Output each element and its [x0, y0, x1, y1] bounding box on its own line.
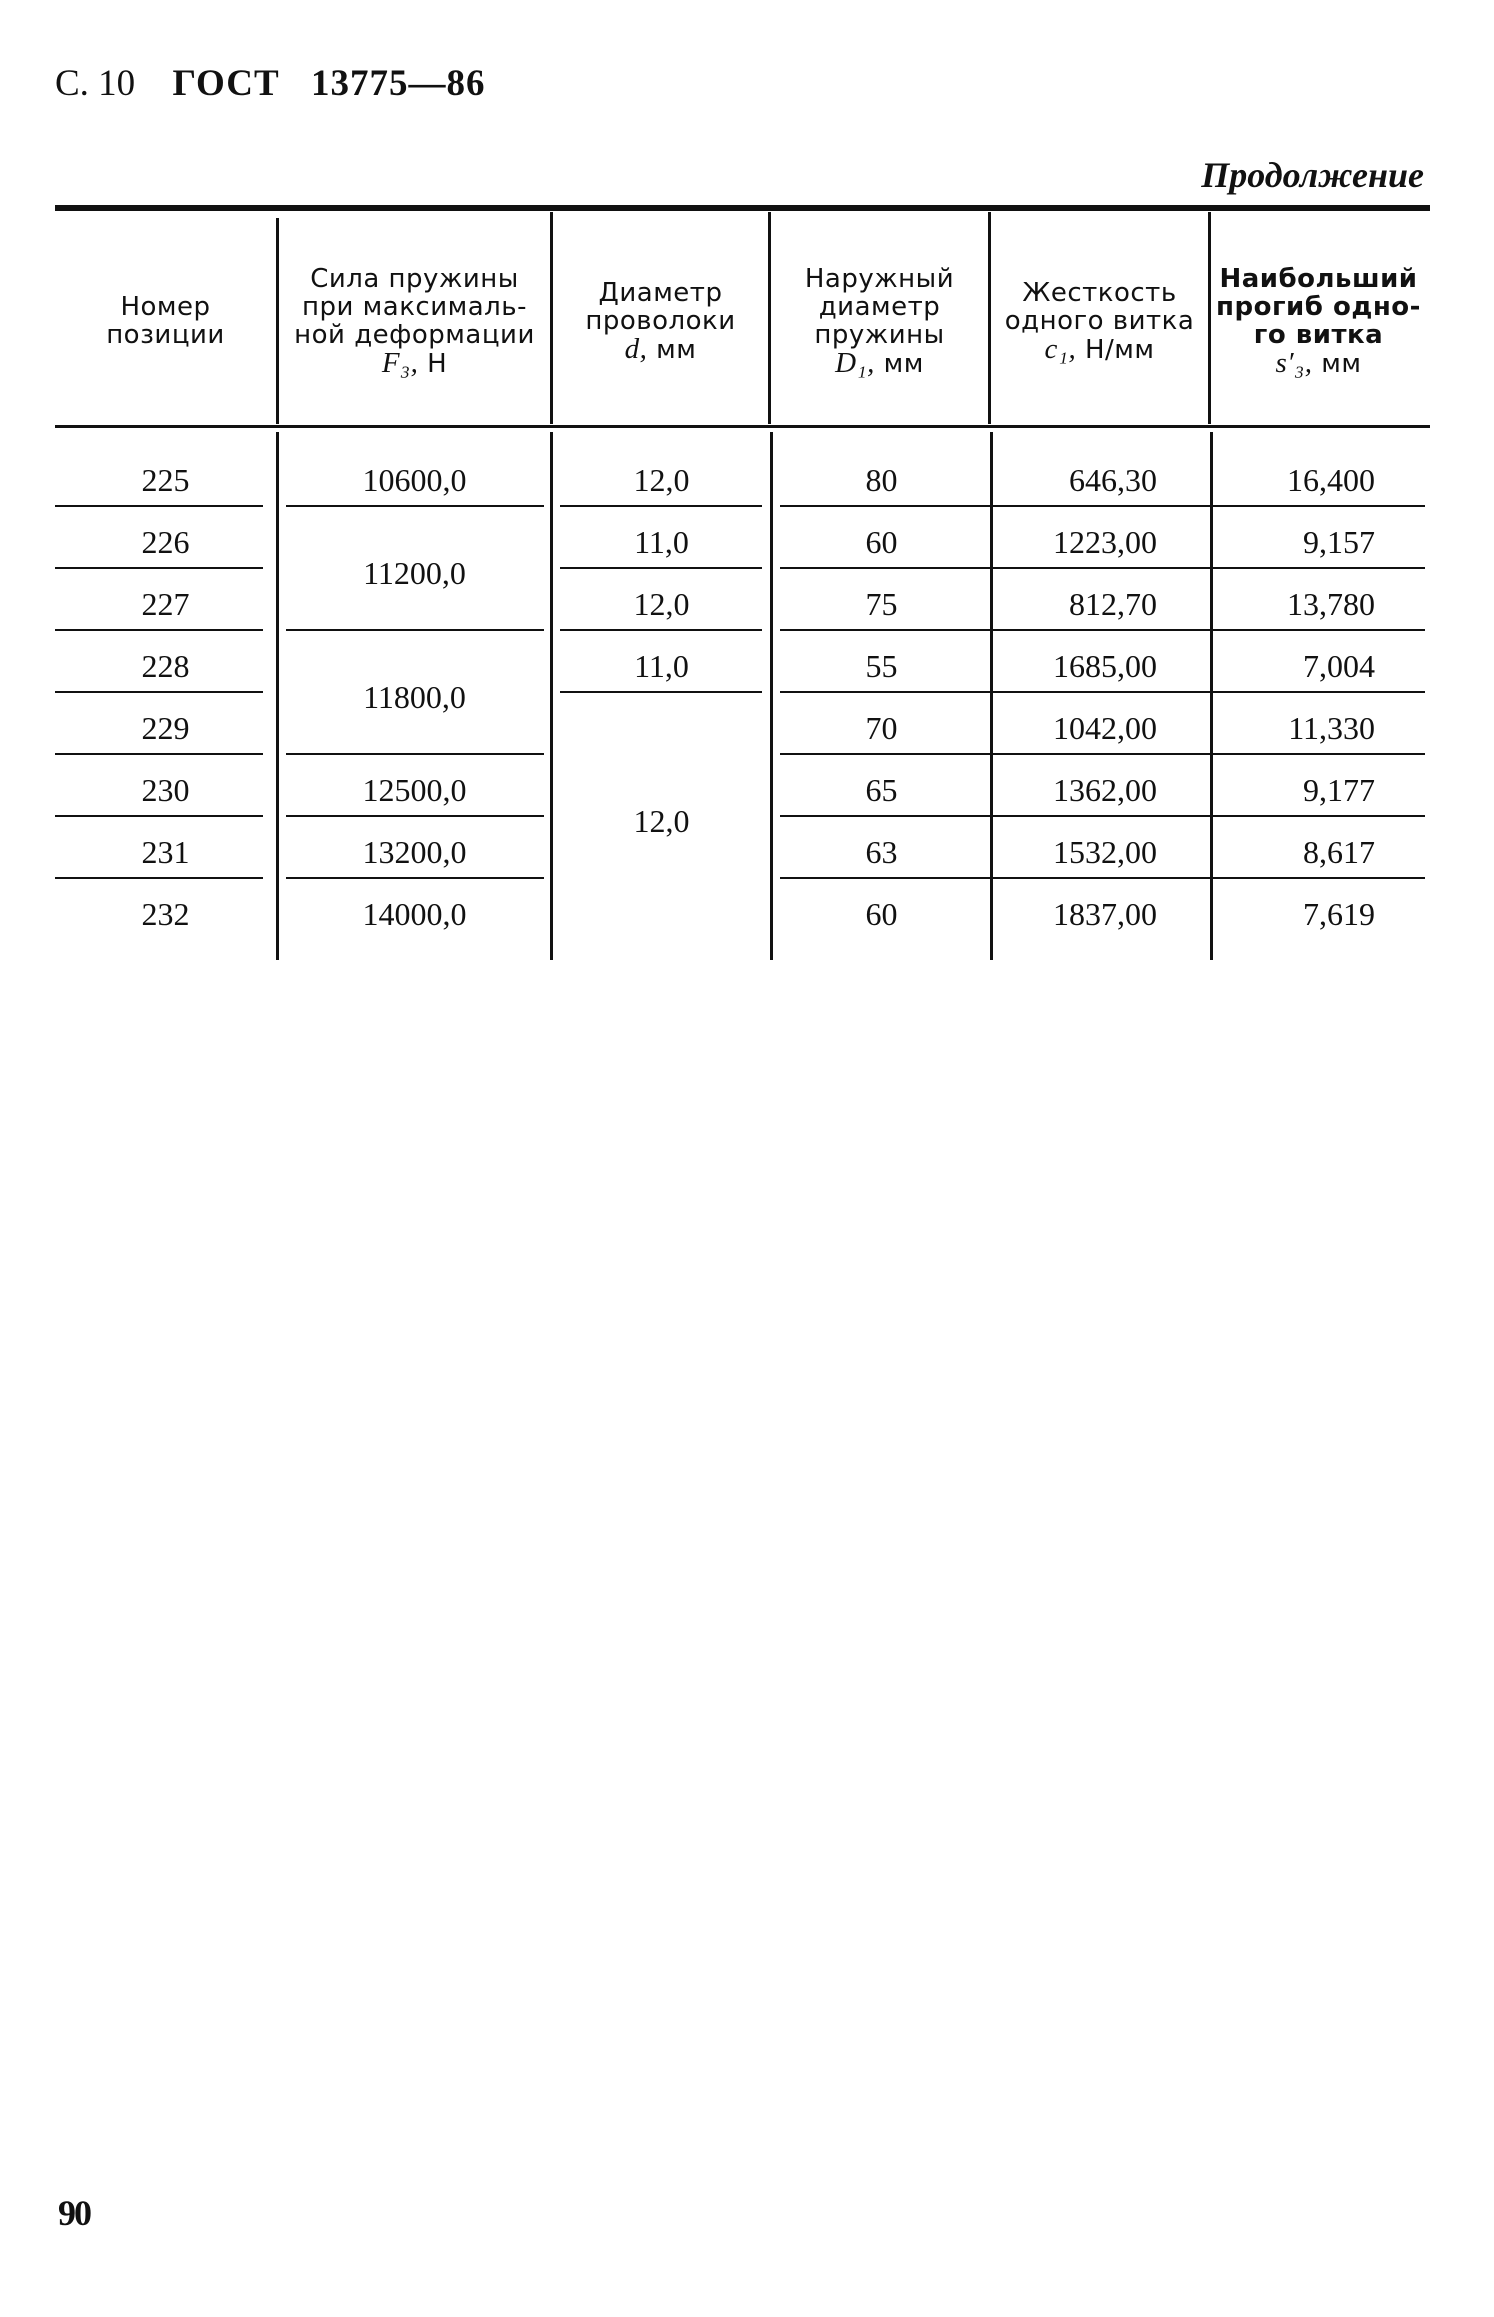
wire-diameter-cell: 12,0	[633, 803, 690, 839]
wire-diameter-cell: 12,0	[633, 586, 690, 622]
position-cell: 228	[141, 648, 190, 684]
page-label: С. 10	[55, 63, 136, 104]
stiffness-cell: 812,70	[1069, 586, 1157, 622]
stiffness-cell: 1685,00	[1053, 648, 1157, 684]
table-top-rule	[55, 205, 1430, 211]
outer-diameter-cell: 55	[865, 648, 898, 684]
max-deflection-cell: 9,157	[1303, 524, 1375, 560]
wire-diameter-cell: 11,0	[634, 524, 689, 560]
position-cell: 229	[141, 710, 190, 746]
row-separator	[286, 629, 544, 631]
standard-number: 13775—86	[310, 63, 486, 104]
max-deflection-cell: 8,617	[1303, 834, 1375, 870]
max-deflection-cell: 11,330	[1288, 710, 1375, 746]
page-header	[55, 62, 485, 105]
outer-diameter-cell: 80	[865, 462, 898, 498]
max-deflection-cell: 13,780	[1287, 586, 1375, 622]
standard-label: ГОСТ	[172, 63, 280, 104]
continuation-label: Продолжение	[1201, 155, 1424, 195]
wire-diameter-cell: 11,0	[634, 648, 689, 684]
force-cell: 13200,0	[362, 834, 467, 870]
column-header-force: Сила пружины при максималь- ной деформации F₃, Н	[294, 263, 535, 379]
force-cell: 11800,0	[363, 679, 466, 715]
outer-diameter-cell: 65	[865, 772, 898, 808]
column-header-position: Номер позиции	[106, 292, 225, 350]
column-header-outer-diameter: Наружный диаметр пружины D₁, мм	[804, 263, 955, 379]
column-header-wire-diameter: Диаметр проволоки d, мм	[585, 277, 736, 365]
max-deflection-cell: 7,619	[1303, 896, 1375, 932]
page-number: 90	[58, 2193, 90, 2233]
force-cell: 14000,0	[362, 896, 467, 932]
position-cell: 231	[141, 834, 190, 870]
position-cell: 230	[141, 772, 190, 808]
stiffness-cell: 1532,00	[1053, 834, 1157, 870]
outer-diameter-cell: 70	[865, 710, 898, 746]
position-cell: 227	[141, 586, 190, 622]
stiffness-cell: 1042,00	[1053, 710, 1157, 746]
table-header-rule	[55, 425, 1430, 428]
stiffness-cell: 1223,00	[1053, 524, 1157, 560]
outer-diameter-cell: 75	[865, 586, 898, 622]
stiffness-cell: 1362,00	[1053, 772, 1157, 808]
position-cell: 225	[141, 462, 190, 498]
max-deflection-cell: 7,004	[1303, 648, 1375, 684]
outer-diameter-cell: 63	[865, 834, 898, 870]
outer-diameter-cell: 60	[865, 524, 898, 560]
column-header-stiffness: Жесткость одного витка c₁, Н/мм	[1004, 277, 1195, 365]
wire-diameter-cell: 12,0	[633, 462, 690, 498]
force-cell: 10600,0	[362, 462, 467, 498]
position-cell: 232	[141, 896, 190, 932]
stiffness-cell: 1837,00	[1053, 896, 1157, 932]
position-cell: 226	[141, 524, 190, 560]
force-cell: 11200,0	[363, 555, 466, 591]
force-cell: 12500,0	[362, 772, 467, 808]
stiffness-cell: 646,30	[1069, 462, 1157, 498]
row-separator	[286, 753, 544, 755]
outer-diameter-cell: 60	[865, 896, 898, 932]
max-deflection-cell: 16,400	[1287, 462, 1375, 498]
max-deflection-cell: 9,177	[1303, 772, 1375, 808]
column-header-max-deflection: Наибольший прогиб одно- го витка s′₃, мм	[1216, 263, 1421, 379]
